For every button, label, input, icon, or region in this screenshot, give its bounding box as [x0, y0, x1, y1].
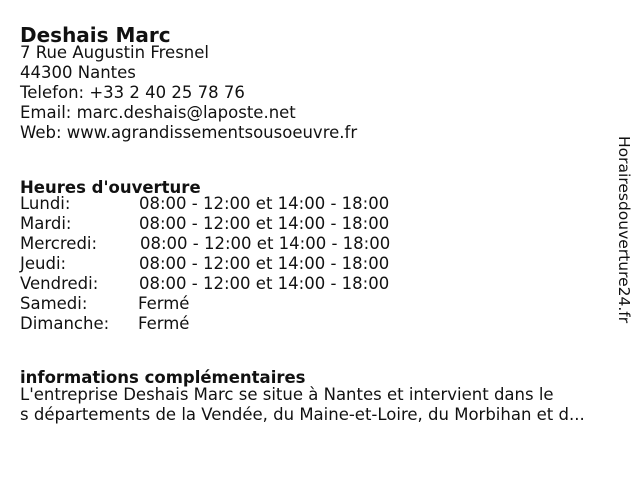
hours-value: 08:00 - 12:00 et 14:00 - 18:00	[139, 254, 390, 273]
hours-row-wednesday	[20, 234, 540, 254]
business-description	[20, 385, 620, 425]
phone-number[interactable]: Telefon: +33 2 40 25 78 76	[20, 83, 245, 102]
email-address[interactable]: Email: marc.deshais@laposte.net	[20, 103, 296, 122]
description-line: L'entreprise Deshais Marc se situe à Nantes et intervient dans le	[20, 385, 554, 404]
business-name: Deshais Marc	[20, 23, 171, 48]
contact-details	[20, 43, 357, 143]
opening-hours-title: Heures d'ouverture	[20, 177, 201, 197]
day-label: Dimanche:	[20, 314, 110, 333]
hours-value: 08:00 - 12:00 et 14:00 - 18:00	[140, 234, 391, 253]
day-label: Mercredi:	[20, 234, 98, 253]
hours-value: 08:00 - 12:00 et 14:00 - 18:00	[139, 214, 390, 233]
hours-value: 08:00 - 12:00 et 14:00 - 18:00	[139, 274, 390, 293]
day-label: Samedi:	[20, 294, 88, 313]
day-label: Lundi:	[20, 194, 71, 213]
closed-label: Fermé	[138, 294, 190, 313]
hours-row-tuesday	[20, 214, 540, 234]
hours-value: 08:00 - 12:00 et 14:00 - 18:00	[139, 194, 390, 213]
description-line: s départements de la Vendée, du Maine-et-Loire, du Morbihan et d...	[20, 405, 585, 424]
closed-label: Fermé	[138, 314, 190, 333]
opening-hours-list	[20, 194, 540, 334]
day-label: Mardi:	[20, 214, 72, 233]
day-label: Jeudi:	[20, 254, 67, 273]
watermark: Horairesdouverture24.fr	[615, 136, 633, 324]
hours-row-saturday	[20, 294, 540, 314]
hours-row-thursday	[20, 254, 540, 274]
address-city: 44300 Nantes	[20, 63, 136, 82]
address-street: 7 Rue Augustin Fresnel	[20, 43, 210, 62]
additional-information-title: informations complémentaires	[20, 367, 306, 387]
website-address[interactable]: Web: www.agrandissementsousoeuvre.fr	[20, 123, 358, 142]
day-label: Vendredi:	[20, 274, 99, 293]
hours-row-friday	[20, 274, 540, 294]
hours-row-monday	[20, 194, 540, 214]
hours-row-sunday	[20, 314, 540, 334]
